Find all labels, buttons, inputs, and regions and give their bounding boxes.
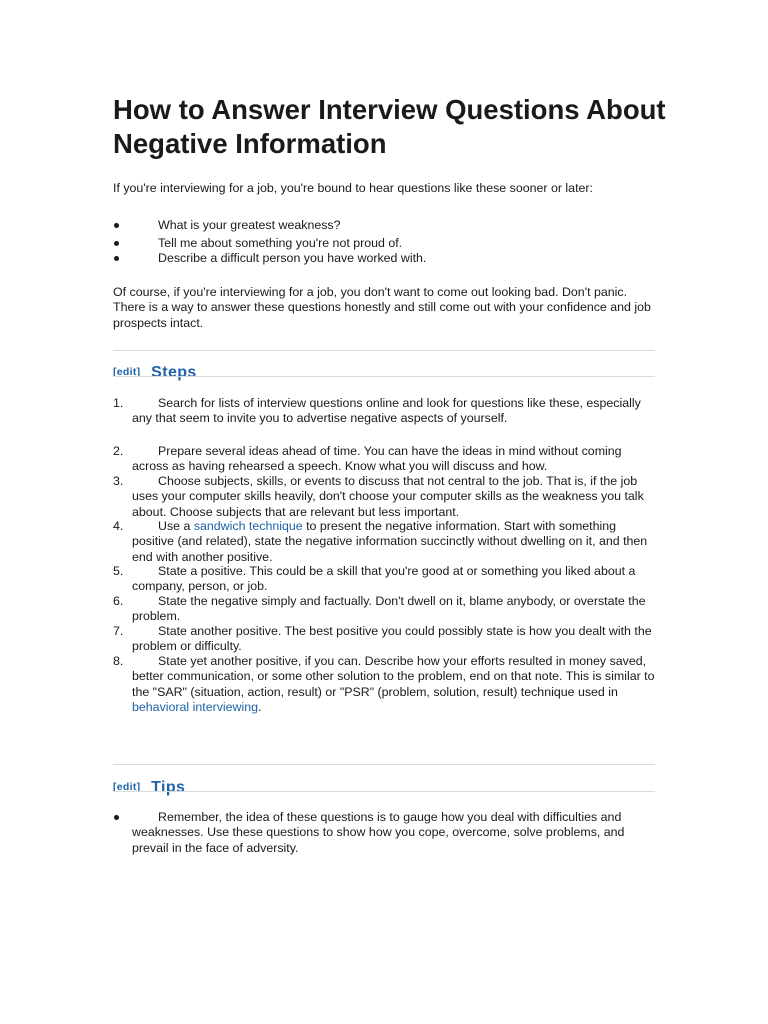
list-item: Describe a difficult person you have worked with. <box>113 251 655 266</box>
bullet-icon <box>114 256 119 261</box>
divider <box>113 764 655 765</box>
divider <box>113 350 655 351</box>
page-title: How to Answer Interview Questions About Negative Information <box>113 94 666 159</box>
step-item: 7. State another positive. The best positive you could possibly state is how you dealt with the problem or difficulty. <box>113 624 652 654</box>
step-item: 8. State yet another positive, if you can. Describe how your efforts resulted in money saved, better communication, or some other solution to the problem, end on that note. This is similar to the "SAR" (situation, action, result) or "PSR" (problem, solution, result) technique used in behavioral interviewing. <box>113 654 655 715</box>
edit-link[interactable]: [edit] <box>113 366 141 378</box>
divider <box>113 791 655 792</box>
list-item: Tell me about something you're not proud of. <box>113 236 655 251</box>
bullet-icon <box>114 223 119 228</box>
step-item: 6. State the negative simply and factually. Don't dwell on it, blame anybody, or overstate the problem. <box>113 594 646 624</box>
behavioral-interviewing-link[interactable]: behavioral interviewing <box>132 700 259 715</box>
list-item: What is your greatest weakness? <box>113 218 655 233</box>
section-title: Tips <box>151 779 186 796</box>
intro-paragraph: If you're interviewing for a job, you're bound to hear questions like these sooner or later: <box>113 181 593 195</box>
step-item: 5. State a positive. This could be a skill that you're good at or something you liked about a company, person, or job. <box>113 564 636 594</box>
bullet-icon <box>114 815 119 820</box>
step-item: 2. Prepare several ideas ahead of time. You can have the ideas in mind without coming across as having rehearsed a speech. Know what you will discuss and how. <box>113 444 622 474</box>
steps-heading <box>113 356 655 384</box>
step-item: 4. Use a sandwich technique to present the negative information. Start with something positive (and related), state the negative information succinctly without dwelling on it, and then end with another positive. <box>113 519 648 564</box>
bullet-icon <box>114 241 119 246</box>
reassurance-paragraph: Of course, if you're interviewing for a job, you don't want to come out looking bad. Don't panic. There is a way to answer these questions honestly and still come out with your confidence and job prospects intact. <box>113 285 651 330</box>
step-item: 3. Choose subjects, skills, or events to discuss that not central to the job. That is, if the job uses your computer skills heavily, don't choose your computer skills as the weakness you talk about. Choose subjects that are relevant but less important. <box>113 474 644 519</box>
tips-heading <box>113 771 655 799</box>
step-item: 1. Search for lists of interview questions online and look for questions like these, especially any that seem to invite you to advertise negative aspects of yourself. <box>113 396 641 426</box>
edit-link[interactable]: [edit] <box>113 781 141 793</box>
divider <box>113 376 655 377</box>
section-title: Steps <box>151 364 197 381</box>
tip-item: Remember, the idea of these questions is to gauge how you deal with difficulties and weaknesses. Use these questions to show how you cope, overcome, solve problems, and prevail in the face of adversity. <box>113 810 655 856</box>
sandwich-technique-link[interactable]: sandwich technique <box>193 519 303 533</box>
